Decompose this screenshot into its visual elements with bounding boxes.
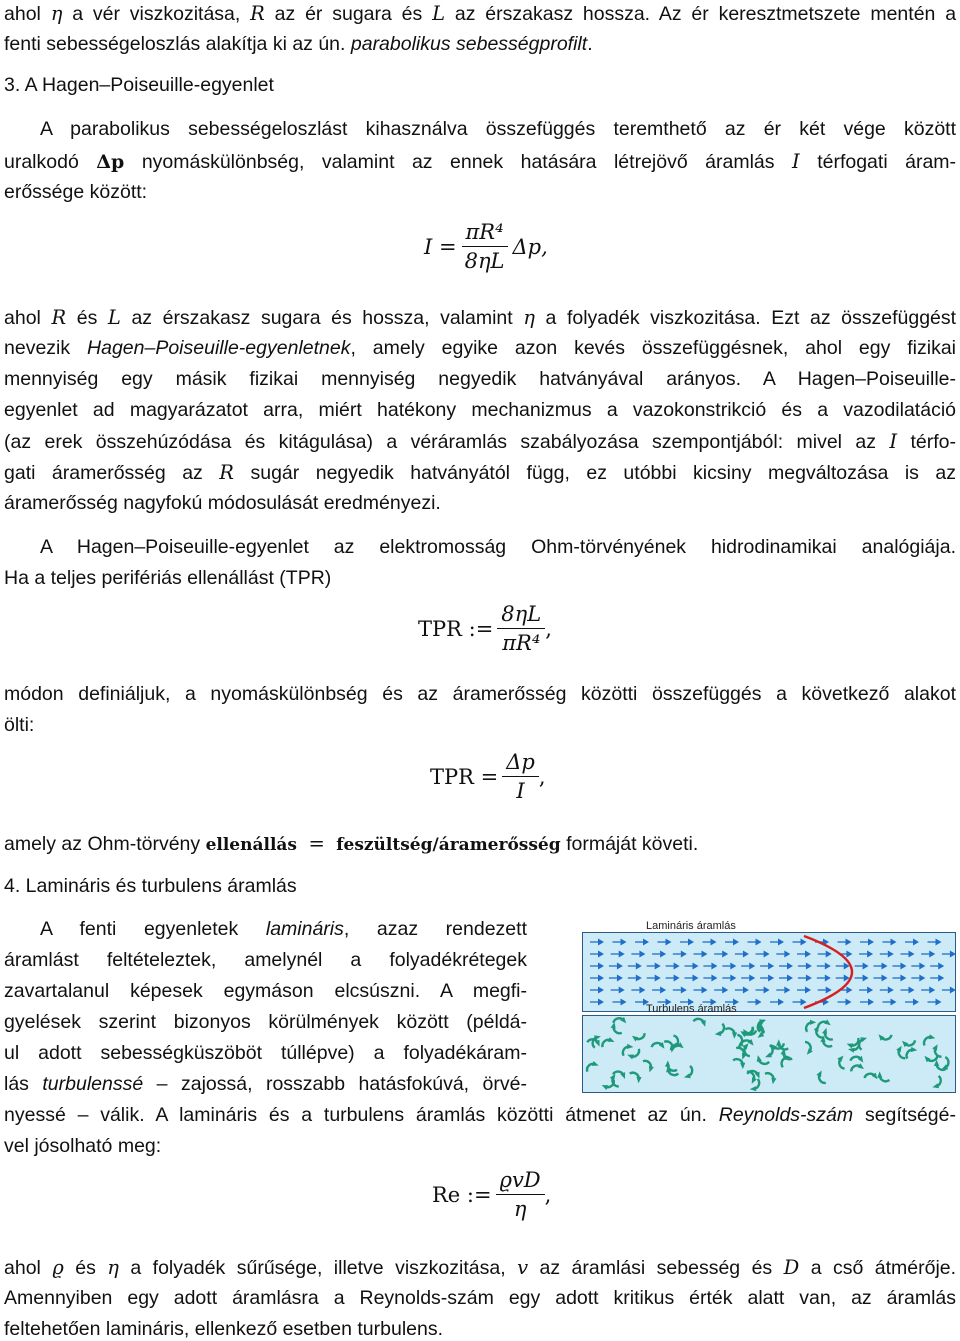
eq-fraction — [461, 220, 509, 273]
text-line: áramlást feltételeztek, amelynél a folyadékrétegek — [4, 949, 527, 971]
eq-numerator: ϱvD — [496, 1168, 545, 1195]
section-heading: 4. Lamináris és turbulens áramlás — [4, 875, 297, 897]
text-line: ahol R és L az érszakasz sugara és hossza, valamint η a folyadék viszkozitása. Ezt az összefüggést — [4, 306, 957, 329]
text-line: ahol ϱ és η a folyadék sűrűsége, illetve viszkozitása, v az áramlási sebesség és D a cső átmérője. — [4, 1256, 957, 1279]
text-line: módon definiáljuk, a nyomáskülönbség és az áramerősség közötti összefüggés a következő alakot — [4, 683, 956, 705]
equation-reynolds — [432, 1168, 551, 1221]
turbulent-label: Turbulens áramlás — [646, 1003, 737, 1015]
eq-rhs: Δp, — [512, 234, 548, 259]
text-line: egyenlet ad magyarázatot arra, miért hatékony mechanizmus a vazokonstrikció és a vazodilatáció — [4, 399, 956, 421]
text-line: ul adott sebességküszöböt túllépve) a folyadékáram- — [4, 1042, 527, 1064]
text-line: erőssége között: — [4, 181, 148, 203]
laminar-tube — [582, 932, 956, 1012]
eq-rhs: , — [538, 764, 546, 789]
text-line: mennyiség egy másik fizikai mennyiség negyedik hatványával arányos. A Hagen–Poiseuille- — [4, 368, 956, 390]
equation-tpr-ohm — [430, 750, 546, 803]
eq-lhs: TPR := — [418, 616, 494, 641]
text-line: A parabolikus sebességeloszlást kihasználva összefüggés teremthető az ér két vége között — [40, 118, 956, 140]
eq-lhs: Re := — [432, 1182, 492, 1207]
eq-fraction — [496, 1168, 545, 1221]
text-line: A fenti egyenletek lamináris, azaz rendezett — [40, 918, 527, 940]
turbulent-tube — [582, 1015, 956, 1093]
text-line: (az erek összehúzódása és kitágulása) a véráramlás szabályozása szempontjából: mivel az I térfo- — [4, 430, 956, 453]
text-line: áramerősség nagyfokú módosulását eredményezi. — [4, 492, 441, 514]
eq-numerator: Δp — [502, 750, 539, 777]
text-line: Ha a teljes perifériás ellenállást (TPR) — [4, 567, 332, 589]
text-line: gyelések szerint bizonyos körülmények között (példá- — [4, 1011, 527, 1033]
eq-lhs: TPR = — [430, 764, 499, 789]
text-line: fenti sebességeloszlás alakítja ki az ún. parabolikus sebességprofilt. — [4, 33, 593, 55]
text-line: uralkodó Δp nyomáskülönbség, valamint az ennek hatására létrejövő áramlás I térfogati áram- — [4, 150, 957, 173]
eq-denominator: I — [516, 779, 525, 803]
text-line: feltehetően lamináris, ellenkező esetben turbulens. — [4, 1318, 444, 1340]
section-heading: 3. A Hagen–Poiseuille-egyenlet — [4, 74, 274, 96]
eq-denominator: 8ηL — [464, 249, 505, 273]
eq-denominator: πR⁴ — [502, 631, 541, 655]
eq-lhs: I = — [424, 234, 457, 259]
text-line: Amennyiben egy adott áramlásra a Reynolds-szám egy adott kritikus érték alatt van, az áramlás — [4, 1287, 956, 1309]
text-line: lás turbulenssé – zajossá, rosszabb hatásfokúvá, örvé- — [4, 1073, 527, 1095]
equation-tpr-definition — [418, 602, 552, 655]
eq-fraction — [502, 750, 539, 803]
text-line: nyessé – válik. A lamináris és a turbulens áramlás közötti átmenet az ún. Reynolds-szám segítségé- — [4, 1104, 956, 1126]
eq-rhs: , — [545, 616, 552, 641]
eq-denominator: η — [513, 1197, 527, 1221]
text-line: ölti: — [4, 714, 35, 736]
text-line: gati áramerősség az R sugár negyedik hatványától függ, ez utóbbi kicsiny megváltozása is az — [4, 461, 956, 484]
text-line: vel jósolható meg: — [4, 1135, 162, 1157]
eq-numerator: 8ηL — [497, 602, 545, 629]
laminar-label: Lamináris áramlás — [646, 920, 736, 932]
eq-numerator: πR⁴ — [462, 220, 508, 247]
text-line: zavartalanul képesek egymáson elcsúszni. A megfi- — [4, 980, 527, 1002]
text-line: A Hagen–Poiseuille-egyenlet az elektromosság Ohm-törvényének hidrodinamikai analógiája. — [40, 536, 956, 558]
equation-hagen-poiseuille — [424, 220, 548, 273]
text-line: ahol η a vér viszkozitása, R az ér sugara és L az érszakasz hossza. Az ér keresztmetszete mentén a — [4, 2, 957, 25]
eq-rhs: , — [544, 1182, 552, 1207]
text-line: nevezik Hagen–Poiseuille-egyenletnek, amely egyike azon kevés összefüggésnek, ahol egy fizikai — [4, 337, 956, 359]
eq-fraction — [497, 602, 545, 655]
text-line: amely az Ohm-törvény ellenállás = feszültség/áramerősség formáját követi. — [4, 832, 699, 855]
